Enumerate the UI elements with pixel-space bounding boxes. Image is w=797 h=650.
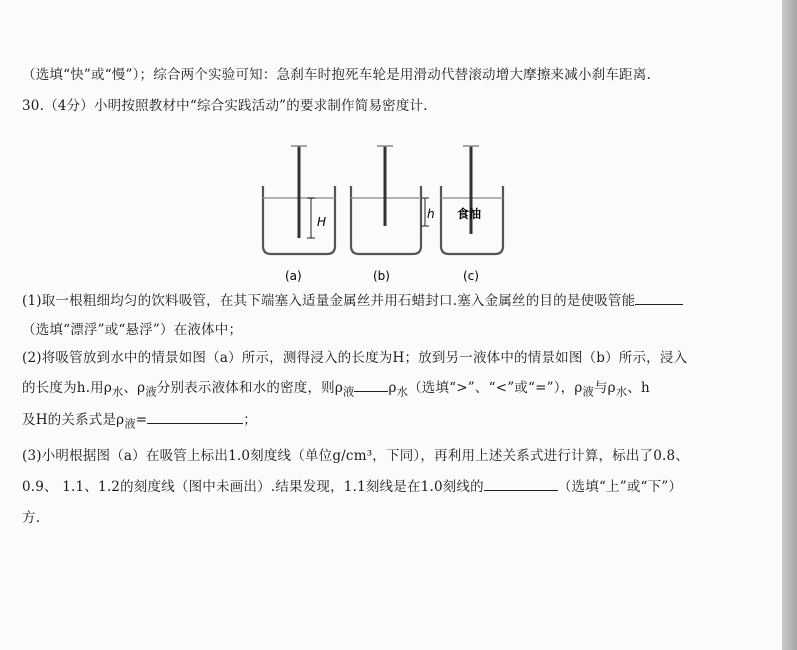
q2-subscript: 液 bbox=[582, 385, 594, 399]
question-1-line-2: （选填“漂浮”或“悬浮”）在液体中； bbox=[22, 322, 243, 338]
q2-text-part: ； bbox=[243, 412, 257, 428]
beaker-b bbox=[351, 146, 429, 254]
page-edge-shadow bbox=[782, 0, 797, 650]
question-1-line-1 bbox=[22, 289, 683, 309]
densimeter-figure bbox=[245, 138, 525, 288]
q2-subscript: 液 bbox=[124, 417, 136, 431]
answer-blank-3[interactable] bbox=[147, 423, 243, 424]
q2-text-part: 、ρ bbox=[123, 380, 146, 396]
q2-text-part: 分别表示液体和水的密度，则ρ bbox=[156, 380, 344, 396]
q2-subscript: 水 bbox=[112, 385, 124, 399]
question-3-line-2 bbox=[22, 475, 682, 495]
q2-subscript: 水 bbox=[615, 385, 628, 399]
q2-subscript: 液 bbox=[145, 385, 157, 399]
q2-text-part: ρ bbox=[388, 380, 397, 396]
answer-blank-4[interactable] bbox=[484, 490, 558, 491]
beaker-a bbox=[263, 146, 335, 254]
q2-text-part: 及H的关系式是ρ bbox=[22, 412, 125, 428]
q2-text-part: = bbox=[135, 412, 148, 428]
text-line-1: （选填“快”或“慢”）；综合两个实验可知：急刹车时抱死车轮是用滑动代替滚动增大摩擦来减小刹车距离. bbox=[22, 67, 651, 83]
question-2-line-2 bbox=[22, 376, 650, 400]
q2-text-part: 、h bbox=[627, 380, 650, 396]
label-H: H bbox=[317, 215, 327, 229]
question-2-line-1: (2)将吸管放到水中的情景如图（a）所示，测得浸入的长度为H；放到另一液体中的情景如图（b）所示，浸入 bbox=[22, 350, 688, 366]
caption-b: (b) bbox=[373, 269, 390, 283]
q2-text-part: 的长度为h.用ρ bbox=[22, 380, 113, 396]
beaker-c bbox=[441, 146, 503, 254]
label-oil: 食油 bbox=[457, 207, 482, 221]
q2-text-part: 与ρ bbox=[593, 380, 616, 396]
label-h: h bbox=[427, 207, 435, 221]
q2-subscript: 水 bbox=[396, 385, 409, 399]
figure-svg bbox=[245, 138, 525, 288]
q2-text-part: （选填“>”、“<”或“=”），ρ bbox=[408, 380, 583, 396]
question-30-title: 30.（4分）小明按照教材中“综合实践活动”的要求制作简易密度计. bbox=[22, 98, 428, 114]
answer-blank-2[interactable] bbox=[354, 391, 388, 392]
q2-subscript: 液 bbox=[343, 385, 355, 399]
question-2-line-3 bbox=[22, 408, 257, 432]
q3-text-part: （选填“上”或“下”） bbox=[557, 479, 683, 495]
caption-c: (c) bbox=[463, 269, 479, 283]
question-3-line-1: (3)小明根据图（a）在吸管上标出1.0刻度线（单位g/cm³，下同），再利用上述关系式进行计算，标出了0.8、 bbox=[22, 448, 690, 464]
answer-blank-1[interactable] bbox=[635, 304, 683, 305]
question-1-text: (1)取一根粗细均匀的饮料吸管，在其下端塞入适量金属丝并用石蜡封口.塞入金属丝的目的是使吸管能 bbox=[22, 293, 636, 309]
q3-text-part: 0.9、 1.1、1.2的刻度线（图中未画出）.结果发现，1.1刻线是在1.0刻线的 bbox=[22, 479, 484, 495]
caption-a: (a) bbox=[285, 269, 302, 283]
question-3-line-3: 方. bbox=[22, 510, 41, 526]
